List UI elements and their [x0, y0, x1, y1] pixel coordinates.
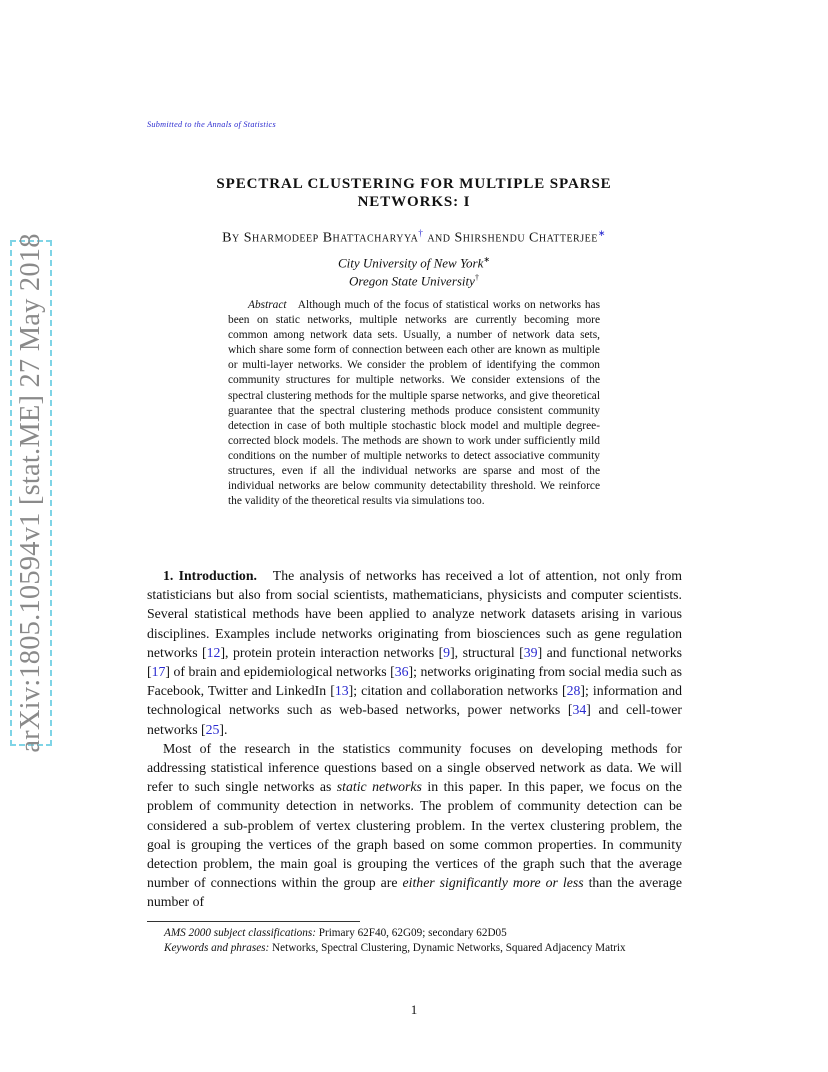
text-run: ] and cell-tower networks [ [147, 702, 682, 737]
title-line-1: SPECTRAL CLUSTERING FOR MULTIPLE SPARSE [216, 176, 612, 192]
abstract-label: Abstract [248, 299, 287, 311]
citation-link[interactable]: 36 [394, 664, 409, 680]
affiliation-1 [147, 255, 681, 271]
intro-paragraph-2 [147, 739, 682, 912]
submission-note: Submitted to the Annals of Statistics [147, 120, 276, 129]
affiliation-2 [147, 273, 681, 289]
author-1-mark[interactable]: † [418, 228, 424, 238]
citation-link[interactable]: 34 [572, 702, 587, 718]
author-line [147, 228, 681, 247]
author-2-mark[interactable]: ∗ [597, 228, 606, 238]
abstract-text: Although much of the focus of statistical works on networks has been on static networks, multiple networks are currently becoming more common among network data sets. Usually, a number of network data sets, which share some form of connection between each other are known as multiple or multi-layer networks. We consider the problem of identifying the common community structures for multiple networks. We consider extensions of the spectral clustering methods for the multiple sparse networks, and give theoretical guarantee that the spectral clustering methods produce consistent community detection in case of both multiple stochastic block model and multiple degree-corrected block models. The methods are shown to work under sufficiently mild conditions on the number of multiple networks to detect associative community structures, even if all the individual networks are sparse and most of the individual networks are below community detectability threshold. We reinforce the validity of the theoretical results via simulations too. [228, 299, 601, 508]
citation-link[interactable]: 12 [206, 644, 221, 660]
citation-link[interactable]: 25 [205, 721, 220, 737]
keywords-text: Networks, Spectral Clustering, Dynamic Networks, Squared Adjacency Matrix [269, 942, 626, 954]
footnotes [147, 926, 682, 956]
author-2: Shirshendu Chatterjee [454, 230, 598, 246]
affiliation-2-name: Oregon State University [349, 273, 475, 289]
text-run: in this paper. In this paper, we focus on the problem of community detection in networks. The problem of community detection can be considered a sub-problem of vertex clustering problem. In the vertex clustering problem, the goal is grouping the vertices of the graph based on some common properties. In community detection problem, the main goal is grouping the vertices of the graph such that the average number of connections within the group are [147, 779, 682, 891]
text-run: ]; networks originating from social media such as Facebook, Twitter and LinkedIn [ [147, 664, 682, 699]
ams-classification [147, 926, 682, 941]
keywords [147, 941, 682, 956]
citation-link[interactable]: 9 [443, 644, 451, 660]
text-run: ]; information and technological networks such as web-based networks, power networks [ [147, 683, 682, 718]
text-run: ] and functional networks [ [147, 644, 682, 680]
ams-label: AMS 2000 subject classifications: [164, 927, 316, 939]
text-run: Most of the research in the statistics community focuses on developing methods for addressing statistical inference questions based on a single observed network as data. We will refer to such single networks as [147, 740, 682, 795]
title-line-2: NETWORKS: I [357, 194, 471, 210]
ams-text: Primary 62F40, 62G09; secondary 62D05 [315, 927, 507, 939]
and-word: and [427, 230, 451, 246]
intro-paragraph-1 [147, 566, 682, 739]
text-run: ]; citation and collaboration networks [ [348, 683, 567, 699]
paper-title [147, 175, 681, 211]
affiliation-1-mark: ∗ [483, 255, 491, 264]
page-number: 1 [410, 1002, 418, 1017]
author-1: Sharmodeep Bhattacharyya [243, 230, 419, 246]
keywords-label: Keywords and phrases: [164, 942, 270, 954]
arxiv-identifier: arXiv:1805.10594v1 [stat.ME] 27 May 2018 [15, 233, 46, 753]
by-word: By [222, 230, 240, 246]
text-run: than the average number of [147, 875, 683, 910]
citation-link[interactable]: 17 [151, 664, 166, 680]
emphasis: static networks [336, 779, 422, 795]
citation-link[interactable]: 39 [523, 644, 538, 660]
abstract [228, 298, 600, 509]
text-run: ], structural [ [450, 644, 524, 660]
citation-link[interactable]: 28 [566, 683, 581, 699]
emphasis: either significantly more or less [402, 875, 584, 891]
main-text [147, 566, 682, 912]
section-heading: 1. Introduction. [163, 568, 257, 583]
text-run: ], protein protein interaction networks [ [220, 644, 444, 660]
text-run: ]. [219, 721, 228, 737]
citation-link[interactable]: 13 [334, 683, 349, 699]
footnote-rule [147, 921, 360, 922]
affiliation-2-mark: † [474, 273, 479, 282]
text-run: ] of brain and epidemiological networks [ [165, 664, 395, 680]
arxiv-watermark [10, 233, 52, 753]
text-run: The analysis of networks has received a lot of attention, not only from statisticians but also from social scientists, mathematicians, physicists and computer scientists. Several statistical methods have been applied to analyze network datasets arising in various disciplines. Examples include networks originating from biosciences such as gene regulation networks [ [147, 568, 682, 660]
affiliation-1-name: City University of New York [337, 255, 484, 271]
